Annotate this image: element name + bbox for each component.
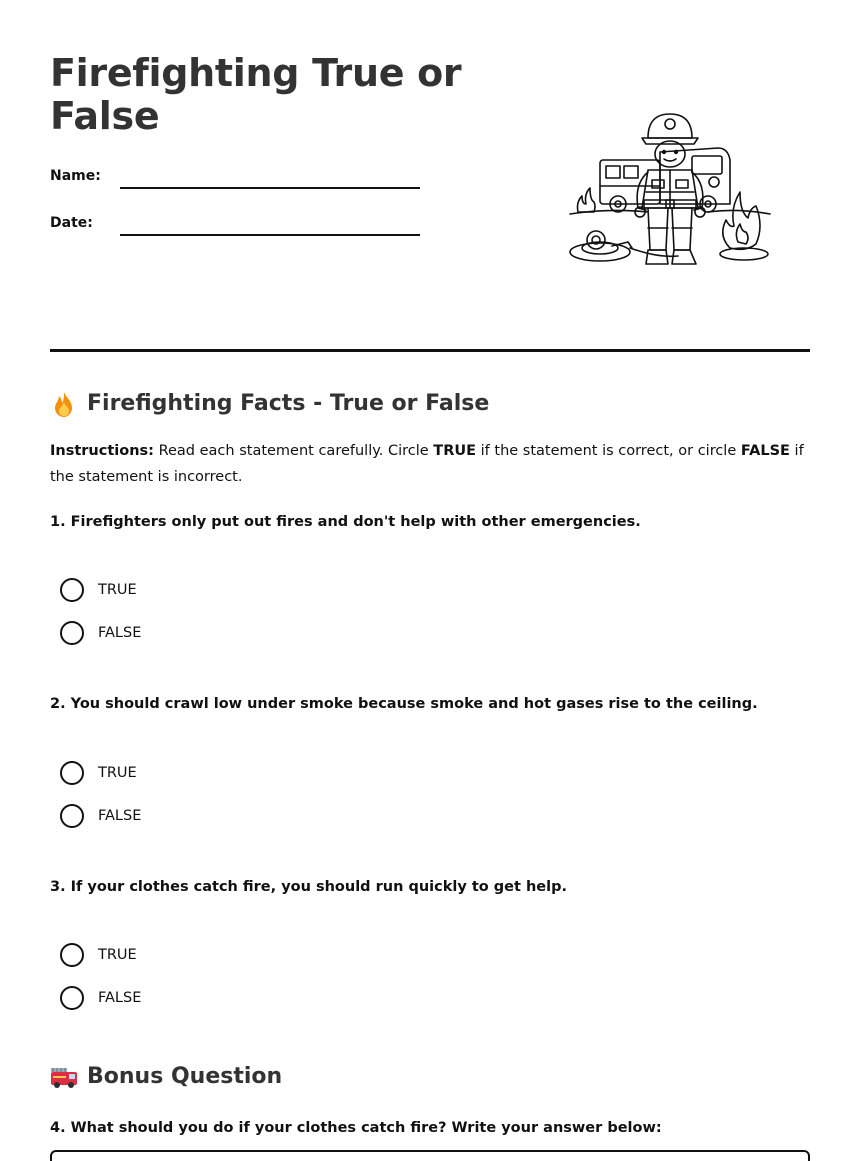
instructions-true-word: TRUE xyxy=(433,443,477,459)
section-title-bonus xyxy=(50,1063,282,1091)
question-3-option-true[interactable] xyxy=(60,942,137,968)
firefighter-illustration xyxy=(568,108,778,274)
option-label: TRUE xyxy=(98,947,137,963)
instructions-part2: if the statement is correct, or circle xyxy=(476,443,741,459)
radio-circle[interactable] xyxy=(60,943,84,967)
worksheet-page xyxy=(50,0,810,1161)
section-title-bonus-text: Bonus Question xyxy=(87,1064,283,1089)
question-4: 4. What should you do if your clothes catch fire? Write your answer below: xyxy=(50,1120,662,1136)
question-2: 2. You should crawl low under smoke because smoke and hot gases rise to the ceiling. xyxy=(50,696,758,712)
header-divider xyxy=(50,349,810,352)
fire-icon xyxy=(50,390,78,418)
instructions-part1: Read each statement carefully. Circle xyxy=(153,443,434,459)
name-line[interactable] xyxy=(120,187,420,189)
section-title-facts xyxy=(50,390,489,418)
radio-circle[interactable] xyxy=(60,804,84,828)
page-title: Firefighting True or False xyxy=(50,51,462,138)
option-label: TRUE xyxy=(98,582,137,598)
question-2-option-true[interactable] xyxy=(60,760,137,786)
option-label: FALSE xyxy=(98,808,142,824)
radio-circle[interactable] xyxy=(60,761,84,785)
date-field[interactable] xyxy=(50,214,420,238)
radio-circle[interactable] xyxy=(60,986,84,1010)
date-label: Date: xyxy=(50,215,93,231)
name-field[interactable] xyxy=(50,167,420,191)
answer-box[interactable] xyxy=(50,1150,810,1161)
option-label: FALSE xyxy=(98,990,142,1006)
radio-circle[interactable] xyxy=(60,621,84,645)
question-3-option-false[interactable] xyxy=(60,985,141,1011)
instructions-lead: Instructions: xyxy=(50,443,154,459)
question-2-option-false[interactable] xyxy=(60,803,141,829)
instructions-part3: if the statement is incorrect. xyxy=(50,443,804,485)
instructions xyxy=(50,438,810,490)
option-label: FALSE xyxy=(98,625,142,641)
question-1: 1. Firefighters only put out fires and don't help with other emergencies. xyxy=(50,514,641,530)
question-1-option-false[interactable] xyxy=(60,620,141,646)
fire-truck-icon xyxy=(50,1063,78,1091)
question-1-option-true[interactable] xyxy=(60,577,137,603)
name-label: Name: xyxy=(50,168,101,184)
section-title-facts-text: Firefighting Facts - True or False xyxy=(87,391,490,416)
instructions-false-word: FALSE xyxy=(740,443,790,459)
radio-circle[interactable] xyxy=(60,578,84,602)
option-label: TRUE xyxy=(98,765,137,781)
date-line[interactable] xyxy=(120,234,420,236)
question-3: 3. If your clothes catch fire, you should run quickly to get help. xyxy=(50,879,567,895)
